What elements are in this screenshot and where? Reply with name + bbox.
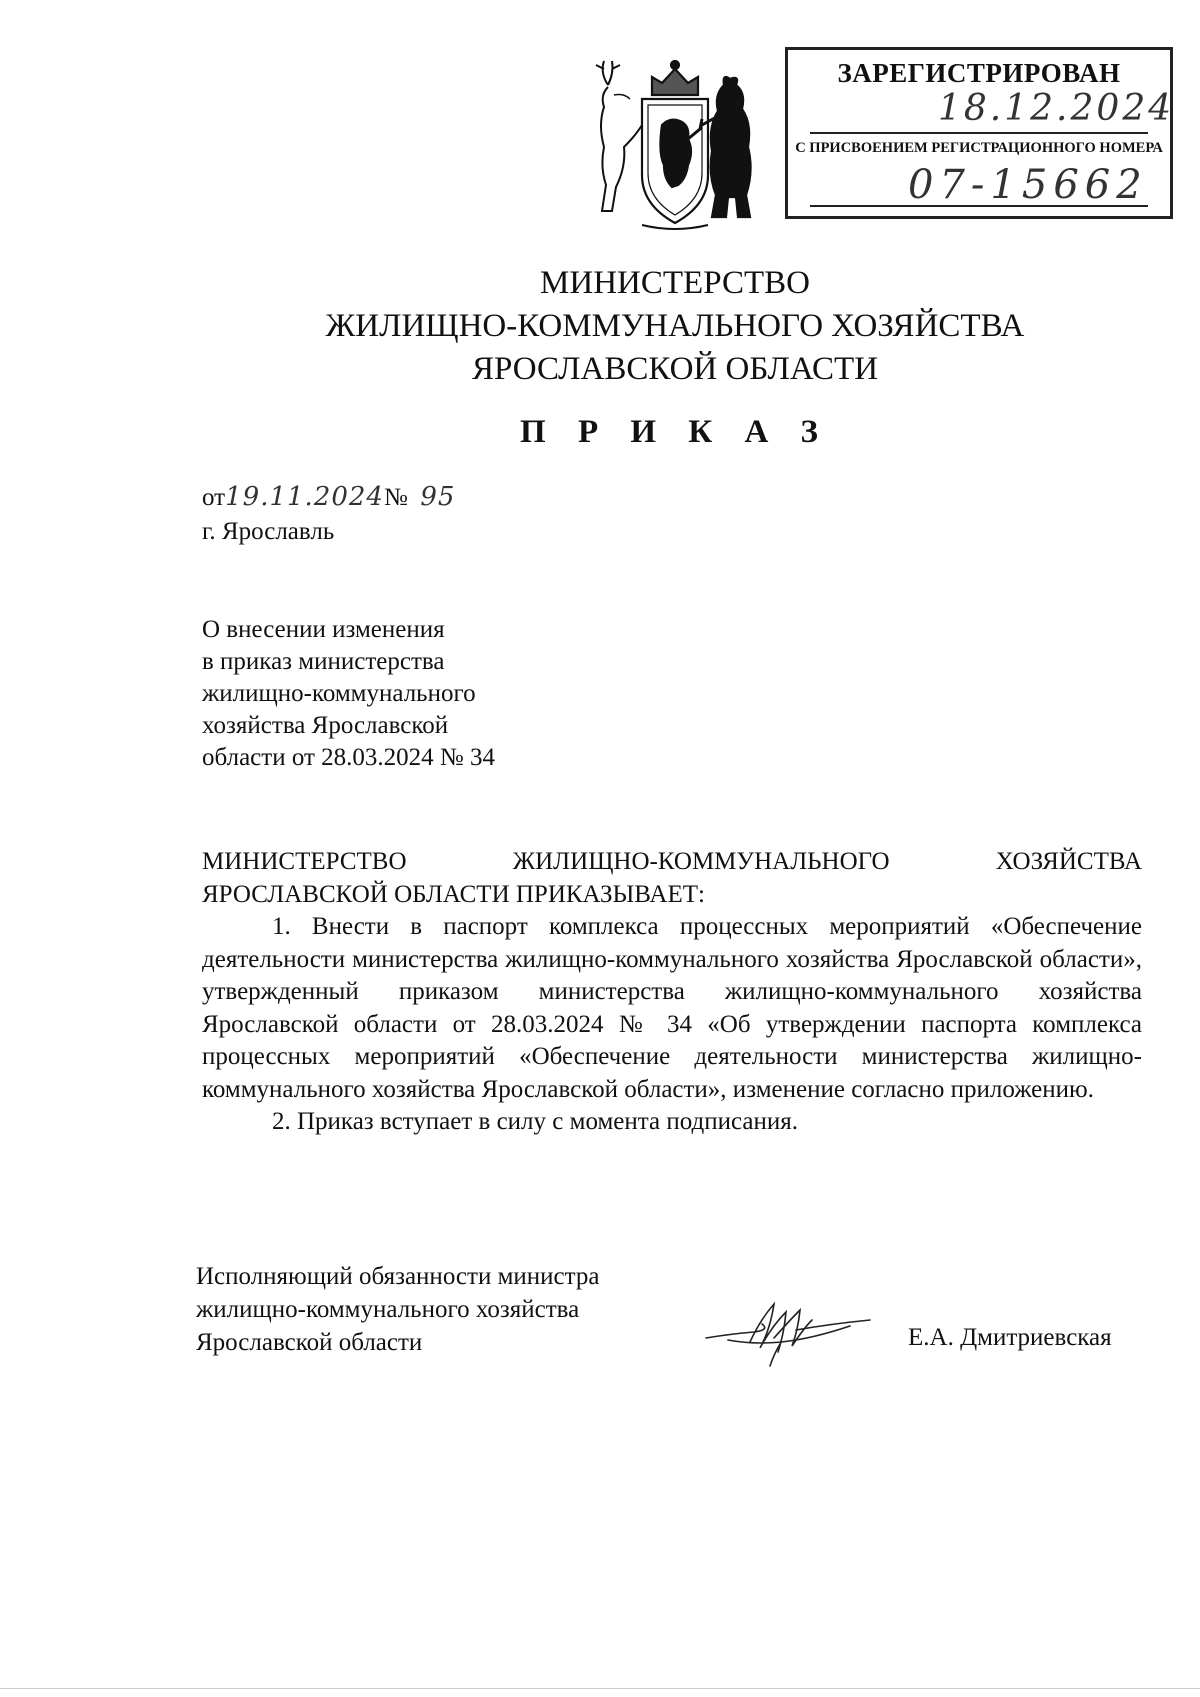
heading-line: ЖИЛИЩНО-КОММУНАЛЬНОГО ХОЗЯЙСТВА xyxy=(325,308,1025,344)
subject-line: жилищно-коммунального xyxy=(202,680,476,707)
from-label: от xyxy=(202,484,226,511)
order-city: г. Ярославль xyxy=(202,518,335,545)
body-item-2: 2. Приказ вступает в силу с момента подписания. xyxy=(272,1108,798,1135)
order-title: П Р И К А З xyxy=(520,414,830,450)
signatory-position xyxy=(196,1260,599,1359)
stamp-number: 07-15662 xyxy=(908,162,1148,208)
stamp-divider xyxy=(810,132,1148,134)
subject-line: области от 28.03.2024 № 34 xyxy=(202,744,496,771)
order-subject xyxy=(202,614,602,774)
page-bottom-rule xyxy=(0,1688,1200,1689)
stamp-divider xyxy=(810,205,1148,207)
stamp-title: ЗАРЕГИСТРИРОВАН xyxy=(837,58,1121,88)
order-date: 19.11.2024 xyxy=(225,482,384,512)
subject-line: в приказ министерства xyxy=(202,648,445,675)
position-line: Ярославской области xyxy=(196,1329,423,1356)
order-date-line xyxy=(202,482,455,512)
heading-line: ЯРОСЛАВСКОЙ ОБЛАСТИ xyxy=(471,351,879,387)
signatory-name: Е.А. Дмитриевская xyxy=(908,1324,1112,1351)
coat-of-arms-icon xyxy=(590,55,760,235)
ministry-heading xyxy=(300,262,1050,391)
subject-line: О внесении изменения xyxy=(202,616,445,643)
heading-line: МИНИСТЕРСТВО xyxy=(540,265,810,301)
order-body xyxy=(202,846,1142,1139)
body-item-1: 1. Внести в паспорт комплекса процессных мероприятий «Обеспечение деятельности министерства жилищно-коммунального хозяйства Ярославской области», утвержденный приказом министерства жилищно-коммунального хозяйства Ярославской области от 28.03.2024 № 34 «Об утверждении паспорта комплекса процессных мероприятий «Обеспечение деятельности министерства жилищно-коммунального хозяйства Ярославской области», изменение согласно приложению. xyxy=(202,913,1142,1103)
number-label: № xyxy=(383,484,408,511)
order-number: 95 xyxy=(420,482,456,512)
body-intro-line: МИНИСТЕРСТВО ЖИЛИЩНО-КОММУНАЛЬНОГО ХОЗЯЙСТВА xyxy=(202,848,1142,875)
stamp-subtitle: С ПРИСВОЕНИЕМ РЕГИСТРАЦИОННОГО НОМЕРА xyxy=(795,140,1163,156)
body-intro-line: ЯРОСЛАВСКОЙ ОБЛАСТИ ПРИКАЗЫВАЕТ: xyxy=(202,880,705,908)
position-line: Исполняющий обязанности министра xyxy=(196,1263,600,1290)
registration-stamp xyxy=(785,47,1173,219)
subject-line: хозяйства Ярославской xyxy=(202,712,449,739)
stamp-date: 18.12.2024 xyxy=(938,88,1175,129)
position-line: жилищно-коммунального хозяйства xyxy=(196,1296,580,1323)
handwritten-signature-icon xyxy=(700,1290,880,1380)
